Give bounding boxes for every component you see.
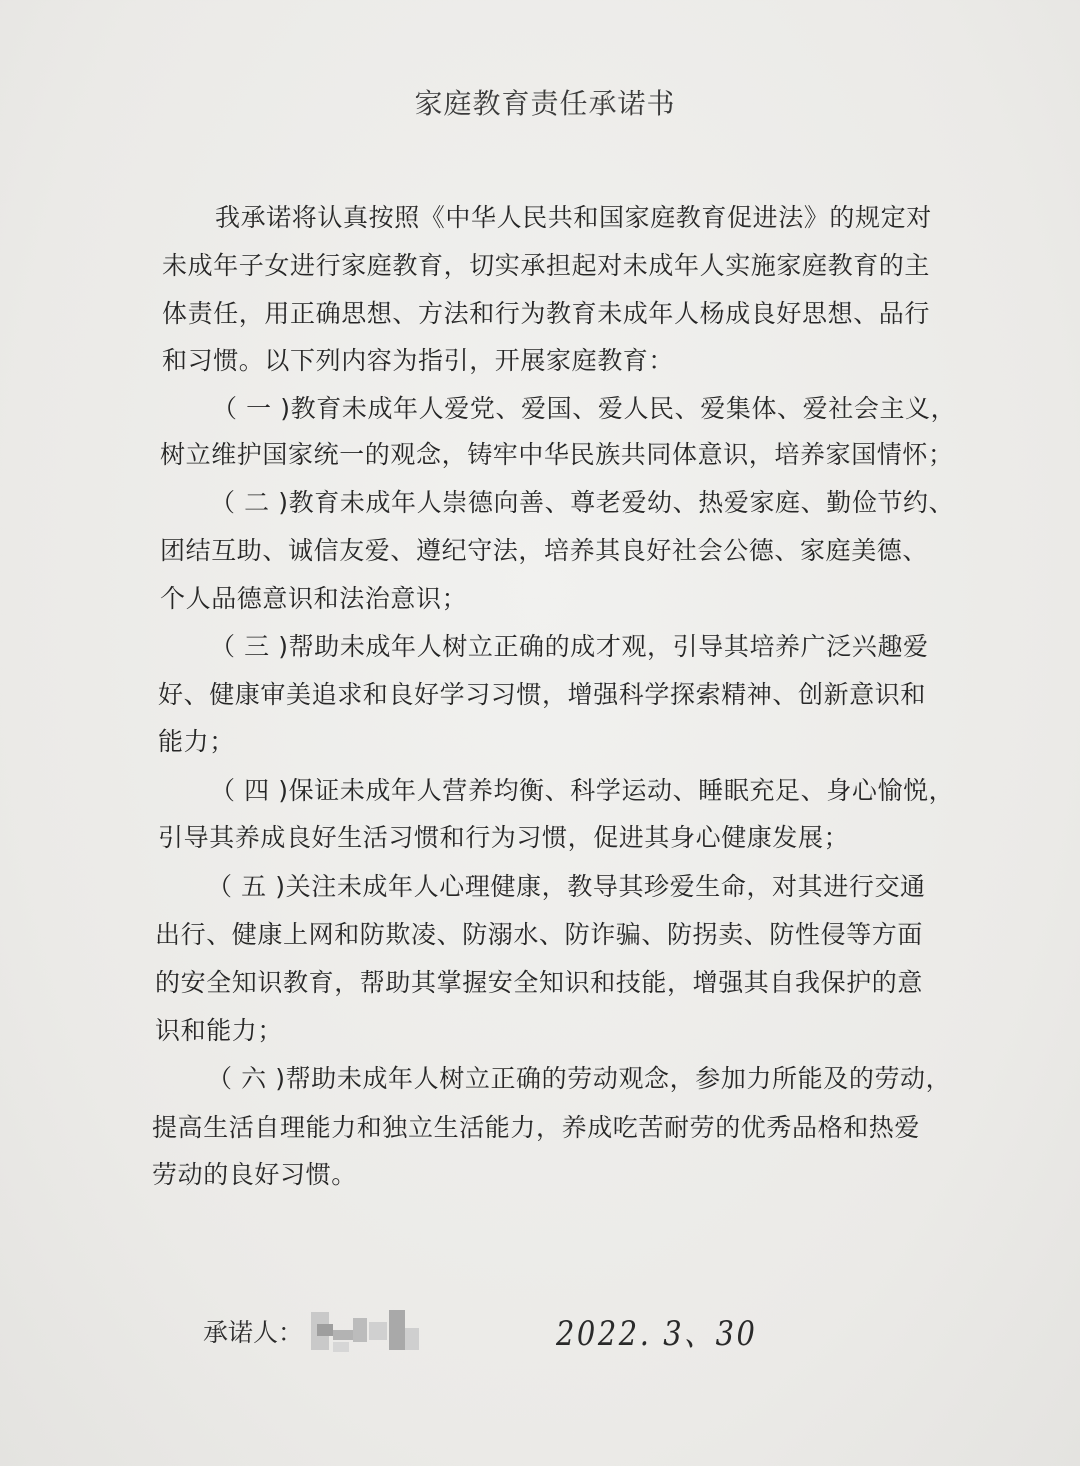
- item-6-line: （ 六 )帮助未成年人树立正确的劳动观念，参加力所能及的劳动，: [207, 1064, 952, 1093]
- intro-line: 体责任，用正确思想、方法和行为教育未成年人杨成良好思想、品行: [162, 299, 931, 328]
- item-5-line: 的安全知识教育，帮助其掌握安全知识和技能，增强其自我保护的意: [155, 968, 924, 997]
- signer-label: 承诺人：: [203, 1318, 304, 1347]
- signature-date: 2022. 3、30: [556, 1314, 758, 1354]
- item-5-line: 出行、健康上网和防欺凌、防溺水、防诈骗、防拐卖、防性侵等方面: [155, 920, 924, 949]
- intro-line: 和习惯。以下列内容为指引，开展家庭教育：: [162, 346, 675, 375]
- item-2-line: （ 二 )教育未成年人崇德向善、尊老爱幼、热爱家庭、勤俭节约、: [210, 488, 955, 517]
- document-title: 家庭教育责任承诺书: [414, 87, 676, 120]
- intro-line: 未成年子女进行家庭教育，切实承担起对未成年人实施家庭教育的主: [162, 251, 931, 280]
- item-6-line: 提高生活自理能力和独立生活能力，养成吃苦耐劳的优秀品格和热爱: [152, 1113, 921, 1142]
- item-3-line: 好、健康审美追求和良好学习习惯，增强科学探索精神、创新意识和: [158, 680, 927, 709]
- item-5-line: 识和能力；: [155, 1016, 284, 1045]
- item-4-line: （ 四 )保证未成年人营养均衡、科学运动、睡眠充足、身心愉悦，: [210, 776, 955, 805]
- redacted-signer-name: [311, 1310, 421, 1352]
- item-4-line: 引导其养成良好生活习惯和行为习惯，促进其身心健康发展；: [158, 823, 850, 852]
- item-3-line: （ 三 )帮助未成年人树立正确的成才观，引导其培养广泛兴趣爱: [210, 632, 929, 661]
- item-5-line: （ 五 )关注未成年人心理健康，教导其珍爱生命，对其进行交通: [207, 872, 926, 901]
- item-2-line: 团结互助、诚信友爱、遵纪守法，培养其良好社会公德、家庭美德、: [160, 536, 929, 565]
- intro-line: 我承诺将认真按照《中华人民共和国家庭教育促进法》的规定对: [215, 203, 932, 232]
- item-6-line: 劳动的良好习惯。: [152, 1160, 357, 1189]
- item-3-line: 能力；: [158, 727, 235, 756]
- item-1-line: （ 一 )教育未成年人爱党、爱国、爱人民、爱集体、爱社会主义，: [212, 394, 957, 423]
- item-1-line: 树立维护国家统一的观念，铸牢中华民族共同体意识，培养家国情怀；: [160, 440, 954, 469]
- signature-block: [203, 1310, 421, 1352]
- item-2-line: 个人品德意识和法治意识；: [160, 584, 468, 613]
